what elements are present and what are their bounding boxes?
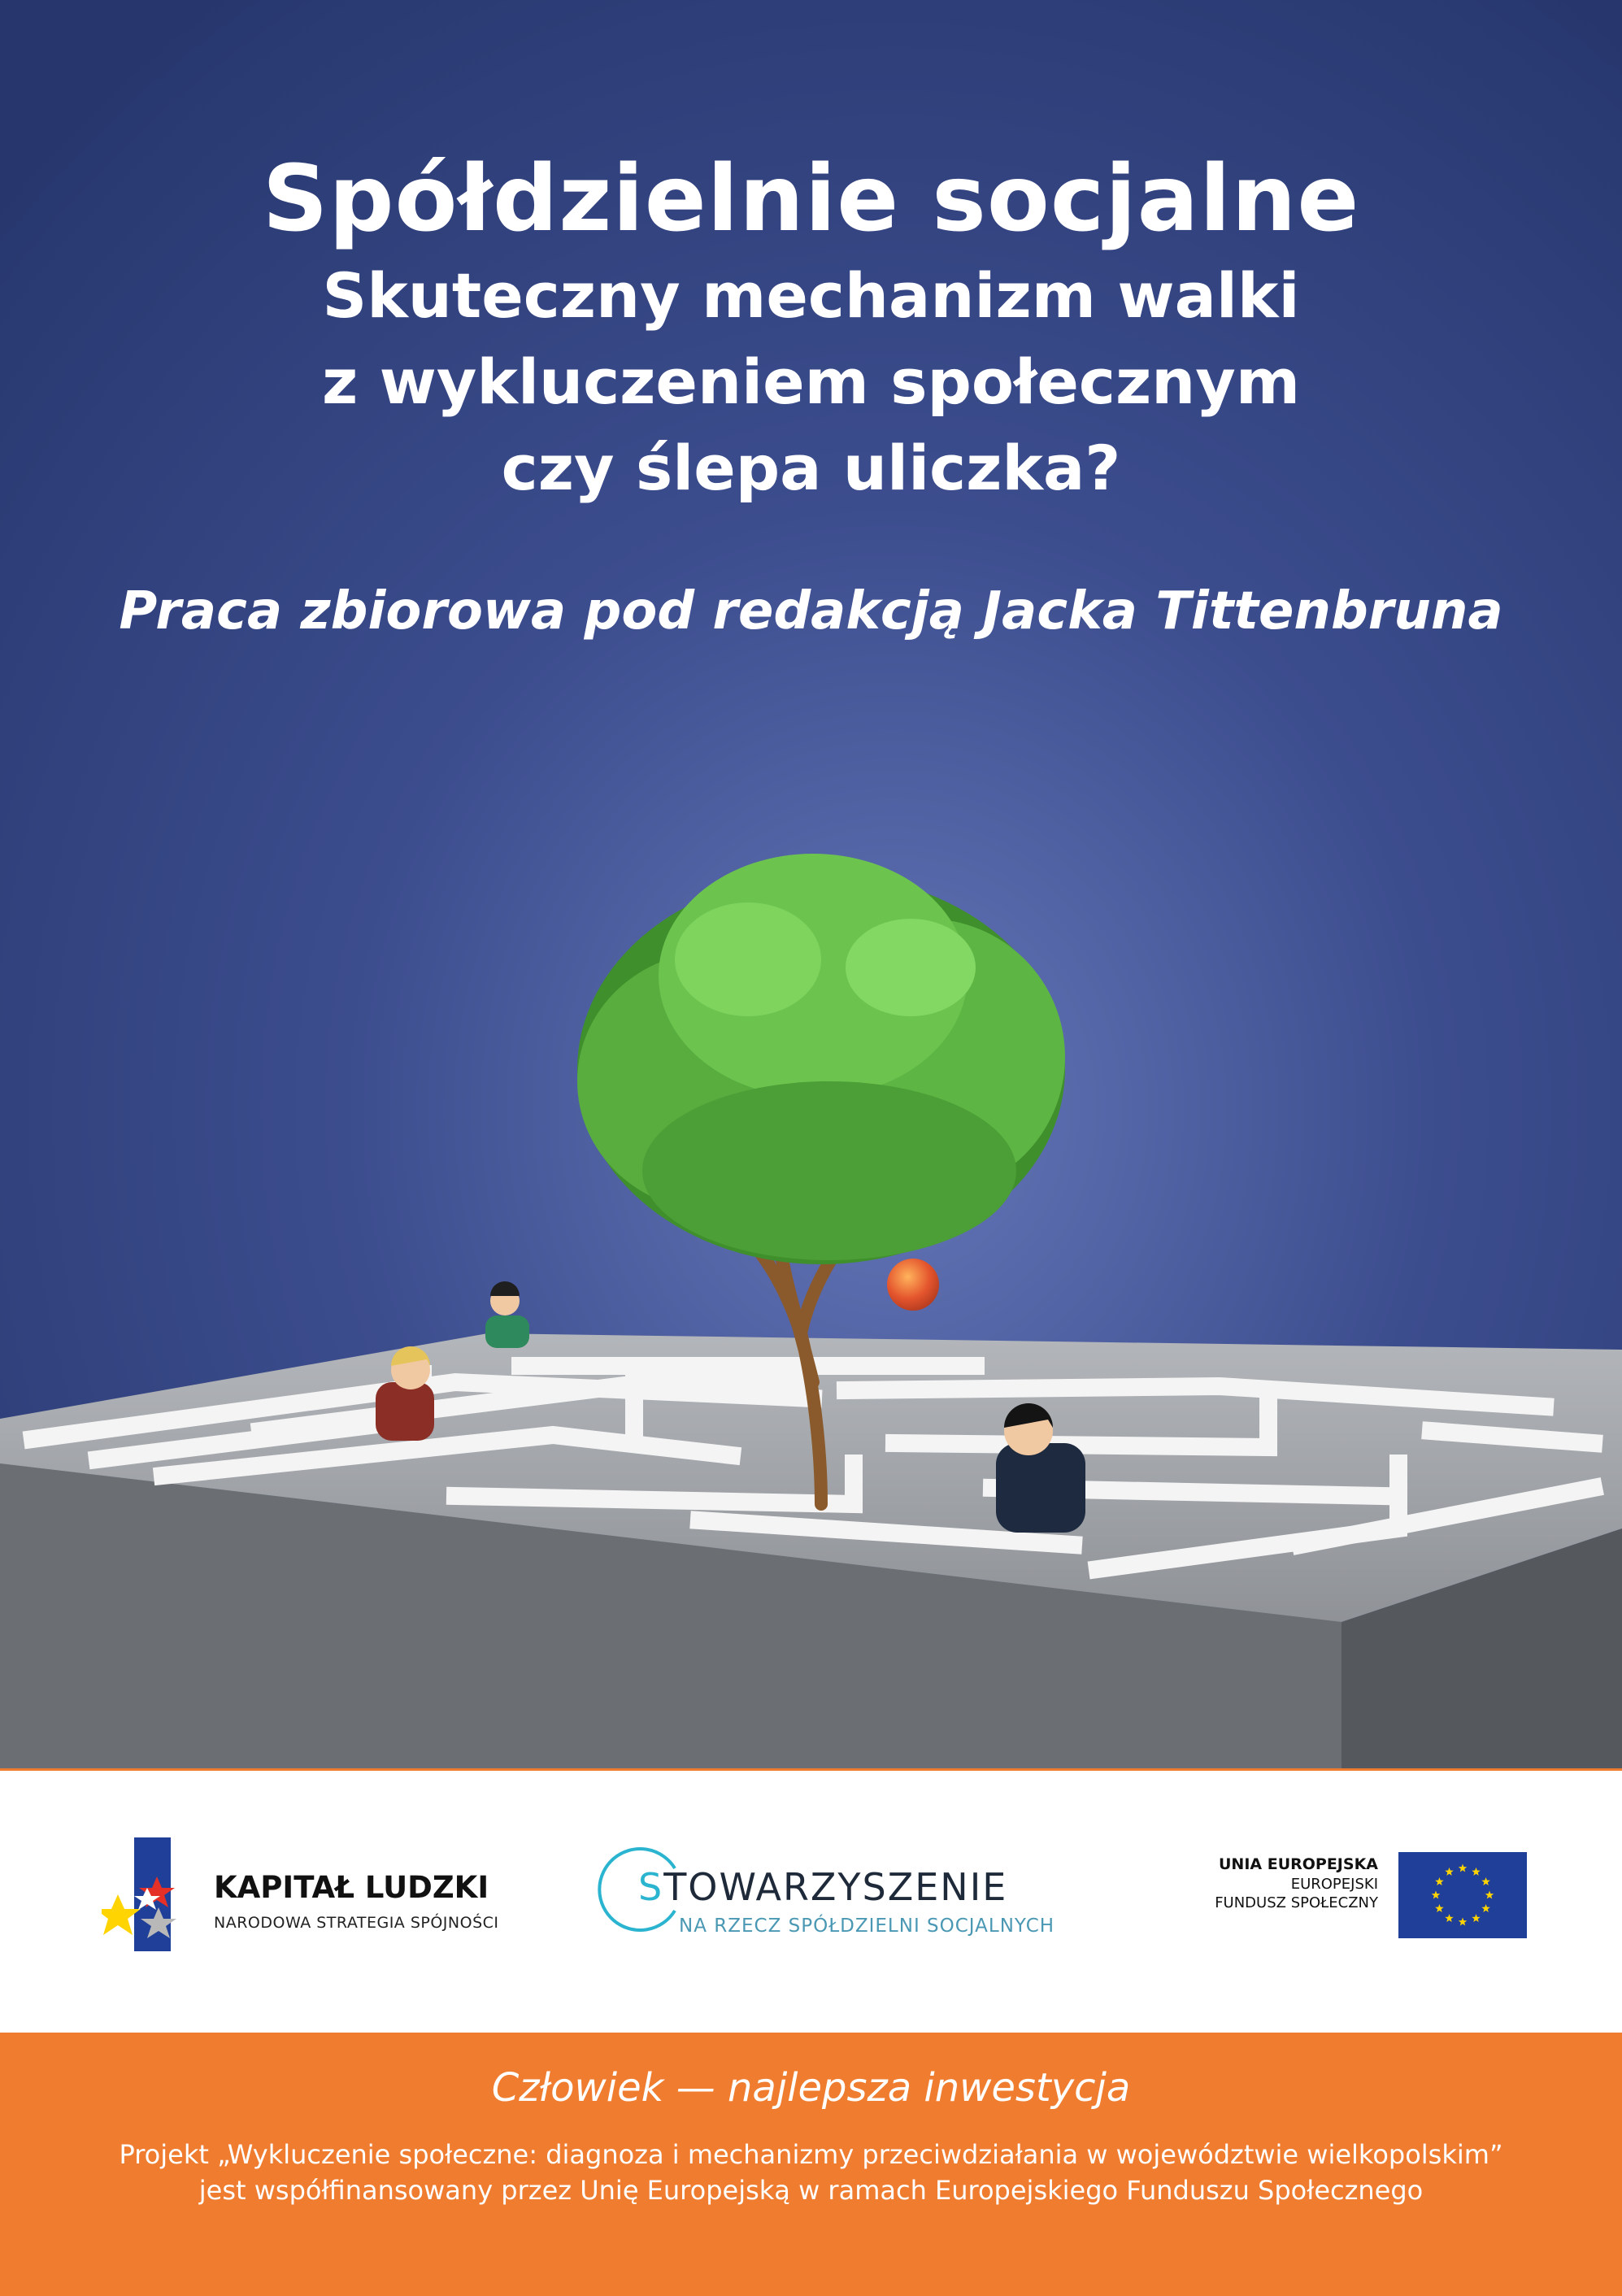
eu-logo — [1175, 1852, 1533, 1950]
project-line-2: jest współfinansowany przez Unię Europejską w ramach Europejskiego Funduszu Społecznego — [198, 2175, 1424, 2206]
project-note — [0, 2137, 1622, 2208]
kapital-ludzki-subtitle: NARODOWA STRATEGIA SPÓJNOŚCI — [214, 1914, 499, 1932]
eu-line-3: FUNDUSZ SPOŁECZNY — [1215, 1894, 1378, 1911]
eu-line-2: EUROPEJSKI — [1290, 1876, 1378, 1893]
editor-line: Praca zbiorowa pod redakcją Jacka Tittenbruna — [119, 581, 1503, 641]
apple — [887, 1259, 939, 1311]
title-block — [0, 146, 1622, 511]
slogan: Człowiek — najlepsza inwestycja — [491, 2065, 1131, 2111]
eu-text — [1175, 1854, 1378, 1912]
subtitle-line-2: z wykluczeniem społecznym — [321, 346, 1301, 418]
project-line-1: Projekt „Wykluczenie społeczne: diagnoza i mechanizmy przeciwdziałania w województwie wielkopolskim” — [119, 2139, 1503, 2170]
kapital-ludzki-title: KAPITAŁ LUDZKI — [214, 1870, 489, 1905]
subtitle-line-3: czy ślepa uliczka? — [501, 432, 1121, 504]
stowarzyszenie-title-rest: TOWARZYSZENIE — [663, 1865, 1008, 1909]
kapital-ludzki-stars-icon — [102, 1837, 207, 1959]
subtitle-line-1: Skuteczny mechanizm walki — [322, 259, 1300, 332]
stowarzyszenie-logo — [598, 1837, 1118, 1943]
stowarzyszenie-subtitle: NA RZECZ SPÓŁDZIELNI SOCJALNYCH — [679, 1916, 1055, 1937]
stowarzyszenie-title — [638, 1865, 1007, 1909]
eu-flag-icon — [1398, 1852, 1527, 1938]
footer-band — [0, 2033, 1622, 2296]
logos-strip — [0, 1771, 1622, 2033]
kapital-ludzki-logo — [102, 1837, 524, 1959]
book-title: Spółdzielnie socjalne — [262, 146, 1360, 252]
stowarzyszenie-title-first-letter: S — [638, 1865, 664, 1909]
eu-line-1: UNIA EUROPEJSKA — [1219, 1855, 1378, 1873]
